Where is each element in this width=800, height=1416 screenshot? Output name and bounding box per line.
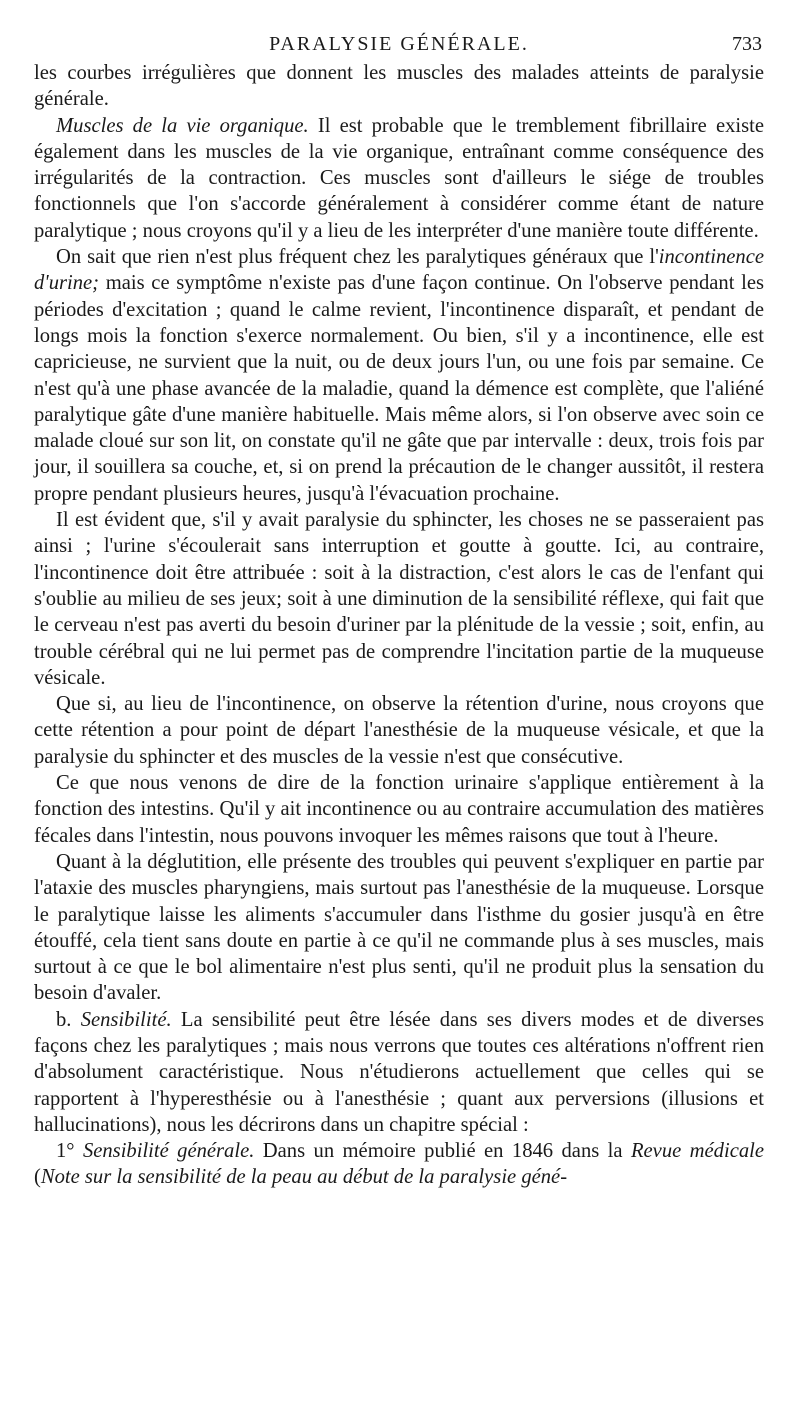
paragraph (34, 770, 764, 849)
text-run: les courbes irrégulières que donnent les muscles des malades atteints de paralysie générale. (34, 62, 764, 111)
text-run: Dans un mémoire publié en 1846 dans la (254, 1140, 631, 1163)
italic-run: Sensibilité. (80, 1008, 172, 1031)
page-number: 733 (732, 33, 762, 55)
italic-run: Muscles de la vie organique. (56, 114, 309, 137)
text-run: Ce que nous venons de dire de la fonction urinaire s'applique entièrement à la fonction des intestins. Qu'il y ait incontinence ou au contraire accumulation des matières fécales dans l'intestin, nous pouvons invoquer les mêmes raisons que tout à l'heure. (34, 772, 764, 847)
running-head (34, 30, 764, 58)
text-run: Quant à la déglutition, elle présente des troubles qui peuvent s'expliquer en partie par l'ataxie des muscles pharyngiens, mais surtout pas l'anesthésie de la muqueuse. Lorsque le paralytique laisse les aliments s'accumuler dans l'isthme du gosier jusqu'à en être étouffé, cela tient sans doute en partie à ce qu'il ne commande plus à ses muscles, mais surtout à ce que le bol alimentaire n'est plus senti, qu'il ne produit plus la sensation du besoin d'avaler. (34, 850, 764, 1005)
italic-run: incontinence d'urine; (34, 246, 764, 295)
paragraph (34, 849, 764, 1007)
paragraph (34, 1138, 764, 1191)
paragraph (34, 691, 764, 770)
paragraph (34, 1007, 764, 1138)
text-run: ( (34, 1166, 41, 1189)
text-run: 1° (56, 1140, 83, 1163)
italic-run: Note sur la sensibilité de la peau au début de la paralysie géné- (40, 1166, 568, 1189)
italic-run: Sensibilité générale. (82, 1140, 255, 1163)
text-run: La sensibilité peut être lésée dans ses divers modes et de diverses façons chez les paralytiques ; mais nous verrons que toutes ces altérations n'offrent rien d'absolument caractéristique. Nous n'étudierons actuellement que celles qui se rapportent à l'hyperesthésie ou à l'anesthésie ; quant aux perversions (illusions et hallucinations), nous les décrirons dans un chapitre spécial : (34, 1008, 765, 1136)
paragraph (34, 507, 764, 691)
paragraph (34, 244, 764, 507)
paragraph (34, 60, 764, 113)
body-text (34, 60, 764, 1191)
paragraph (34, 113, 764, 244)
italic-run: Revue médicale (630, 1140, 764, 1163)
text-run: On sait que rien n'est plus fréquent chez les paralytiques généraux que l' (56, 246, 659, 269)
text-run: b. (56, 1008, 81, 1031)
text-run: mais ce symptôme n'existe pas d'une façon continue. On l'observe pendant les périodes d'excitation ; quand le calme revient, l'incontinence disparaît, et pendant de longs mois la fonction s'exerce normalement. Ou bien, s'il y a incontinence, elle est capricieuse, ne survient que la nuit, ou de deux jours l'un, ou une fois par semaine. Ce n'est qu'à une phase avancée de la maladie, quand la démence est complète, que l'aliéné paralytique gâte d'une manière habituelle. Mais même alors, si l'on observe avec soin ce malade cloué sur son lit, on constate qu'il ne gâte que par intervalle : deux, trois fois par jour, il souillera sa couche, et, si on prend la précaution de le changer aussitôt, il restera propre pendant plusieurs heures, jusqu'à l'évacuation prochaine. (34, 272, 764, 505)
text-run: Il est évident que, s'il y avait paralysie du sphincter, les choses ne se passeraient pas ainsi ; l'urine s'écoulerait sans interruption et goutte à goutte. Ici, au contraire, l'incontinence doit être attribuée : soit à la distraction, c'est alors le cas de l'enfant qui s'oublie au milieu de ses jeux; soit à une diminution de la sensibilité réflexe, qui fait que le cerveau n'est pas averti du besoin d'uriner par la plénitude de la vessie ; soit, enfin, au trouble cérébral qui ne lui permet pas de comprendre l'incitation partie de la muqueuse vésicale. (34, 509, 764, 689)
text-run: Il est probable que le tremblement fibrillaire existe également dans les muscles de la vie organique, entraînant comme conséquence des irrégularités de la contraction. Ces muscles sont d'ailleurs le siége de troubles fonctionnels que l'on s'accorde généralement à considérer comme étant de nature paralytique ; nous croyons qu'il y a lieu de les interpréter d'une manière toute différente. (34, 114, 764, 242)
text-run: Que si, au lieu de l'incontinence, on observe la rétention d'urine, nous croyons que cette rétention a pour point de départ l'anesthésie de la muqueuse vésicale, et que la paralysie du sphincter et des muscles de la vessie n'est que consécutive. (34, 693, 764, 768)
running-head-title: PARALYSIE GÉNÉRALE. (269, 33, 529, 55)
